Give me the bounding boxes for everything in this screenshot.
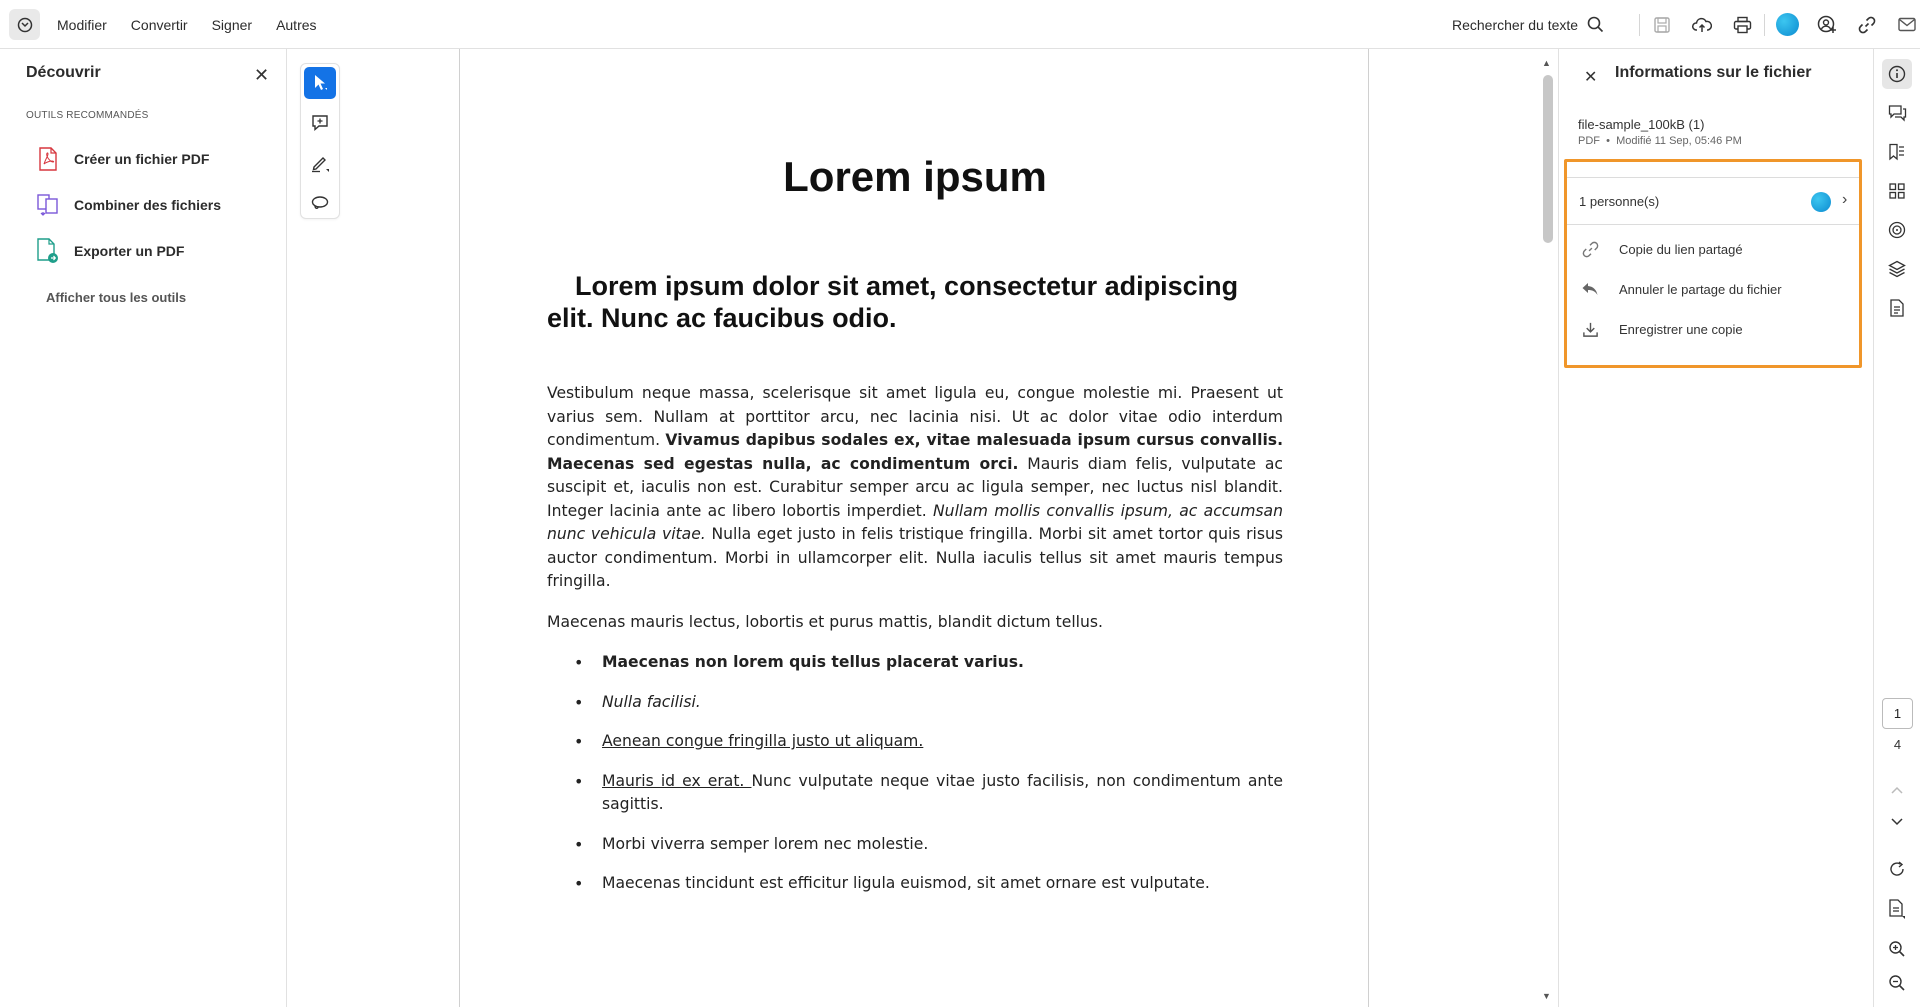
save-button[interactable]: [1642, 5, 1682, 45]
previous-page-button[interactable]: [1882, 775, 1912, 805]
text-run: Vestibulum neque massa, scelerisque sit amet ligula eu, congue molestie mi. Praesent ut varius sem. Nullam at porttitor arcu, nec lacinia nisi. Ut ac dolor vitae odio interdum condimentum.: [547, 384, 1283, 449]
chevron-right-icon: ›: [1842, 191, 1848, 208]
file-type: PDF: [1578, 135, 1600, 147]
document-rail-button[interactable]: [1882, 293, 1912, 323]
action-label: Enregistrer une copie: [1619, 321, 1743, 337]
tool-export-pdf[interactable]: [36, 238, 184, 264]
toolbar-actions: [1637, 0, 1920, 49]
bookmark-icon: [1888, 143, 1906, 161]
thumbnails-rail-button[interactable]: [1882, 176, 1912, 206]
lasso-tool-icon: [310, 194, 330, 212]
grid-icon: [1889, 183, 1905, 199]
list-item: [602, 872, 1283, 896]
save-copy-button[interactable]: [1579, 318, 1743, 340]
user-avatar: [1811, 192, 1831, 212]
menu-modifier[interactable]: Modifier: [57, 16, 107, 33]
action-label: Annuler le partage du fichier: [1619, 281, 1782, 297]
close-icon[interactable]: ✕: [1584, 69, 1598, 86]
comment-tool-icon: [311, 114, 329, 132]
menu-signer[interactable]: Signer: [211, 16, 253, 33]
bookmarks-rail-button[interactable]: [1882, 137, 1912, 167]
show-all-tools-link[interactable]: Afficher tous les outils: [46, 290, 187, 305]
zoom-out-icon: [1888, 974, 1906, 992]
target-icon: [1888, 221, 1906, 239]
bold-text: Maecenas non lorem quis tellus placerat varius.: [602, 653, 1024, 671]
scroll-up-arrow-icon[interactable]: ▲: [1542, 58, 1551, 68]
target-rail-button[interactable]: [1882, 215, 1912, 245]
tool-create-pdf[interactable]: [36, 146, 209, 172]
next-page-button[interactable]: [1882, 807, 1912, 837]
zoom-in-button[interactable]: [1882, 934, 1912, 964]
print-icon: [1733, 16, 1752, 34]
shared-people-row[interactable]: [1567, 177, 1859, 225]
chevron-up-icon: [1890, 785, 1904, 795]
cloud-upload-icon: [1692, 16, 1712, 34]
menu-autres[interactable]: Autres: [276, 16, 317, 33]
lasso-tool-button[interactable]: [304, 187, 336, 219]
zoom-out-button[interactable]: [1882, 968, 1912, 998]
unshare-file-button[interactable]: [1579, 278, 1782, 300]
scroll-down-arrow-icon[interactable]: ▼: [1542, 991, 1551, 1001]
chevron-down-icon: [1890, 817, 1904, 827]
user-avatar-button[interactable]: [1767, 5, 1807, 45]
layers-rail-button[interactable]: [1882, 254, 1912, 284]
draw-tool-icon: [310, 153, 330, 173]
link-button[interactable]: [1847, 5, 1887, 45]
select-tool-icon: [312, 74, 328, 92]
layers-icon: [1888, 260, 1906, 278]
bold-text: Vivamus dapibus sodales ex, vitae malesuada ipsum cursus convallis. Maecenas sed egestas nulla, ac condimentum orci.: [547, 431, 1283, 473]
export-pdf-icon: [36, 238, 60, 264]
discover-panel: [0, 49, 287, 1007]
toolbar-separator: [1764, 14, 1765, 36]
cloud-upload-button[interactable]: [1682, 5, 1722, 45]
sharing-section: [1564, 159, 1862, 368]
mail-button[interactable]: [1887, 5, 1920, 45]
page-display-button[interactable]: [1882, 894, 1912, 924]
text-run: Mauris diam felis, vulputate ac suscipit et, iaculis non est. Curabitur semper arcu ac ligula semper, nec luctus nisl blandit. Integer lacinia ante ac libero lobortis imperdiet.: [547, 454, 1283, 520]
unshare-icon: [1579, 278, 1601, 300]
text-run: Nulla eget justo in felis tristique fringilla. Morbi sit amet tortor quis risus auctor condimentum. Morbi in ullamcorper elit. Nulla iaculis tellus sit amet mauris tempus fringilla.: [547, 525, 1283, 590]
scrollbar-thumb[interactable]: [1543, 75, 1553, 243]
copy-shared-link-button[interactable]: [1579, 238, 1743, 260]
toolbar-separator: [1639, 14, 1640, 36]
search-text-button[interactable]: [1452, 0, 1604, 49]
pdf-page: [459, 49, 1369, 1007]
top-toolbar: [0, 0, 1920, 49]
italic-text: Nulla facilisi.: [602, 692, 701, 711]
user-avatar: [1776, 13, 1799, 36]
document-body: [547, 382, 1283, 912]
share-button[interactable]: [1807, 5, 1847, 45]
text-run: Nunc vulputate neque vitae justo facilisis, non condimentum ante sagittis.: [602, 771, 1284, 813]
shared-people-count: 1 personne(s): [1579, 193, 1660, 209]
comments-rail-button[interactable]: [1882, 98, 1912, 128]
select-tool-button[interactable]: [304, 67, 336, 99]
comment-tool-button[interactable]: [304, 107, 336, 139]
save-icon: [1653, 16, 1671, 34]
text-run: Morbi viverra semper lorem nec molestie.: [602, 834, 929, 853]
search-icon: [1587, 16, 1604, 33]
paragraph-2: Maecenas mauris lectus, lobortis et purus mattis, blandit dictum tellus.: [547, 612, 1103, 631]
share-user-icon: [1817, 15, 1837, 35]
list-item: [602, 770, 1283, 817]
recommended-tools-heading: OUTILS RECOMMANDÉS: [26, 110, 149, 121]
list-item: [602, 730, 1283, 754]
rotate-button[interactable]: [1882, 854, 1912, 884]
home-icon: [17, 17, 33, 33]
download-icon: [1579, 318, 1601, 340]
document-icon: [1889, 299, 1905, 317]
print-button[interactable]: [1722, 5, 1762, 45]
mail-icon: [1898, 17, 1916, 32]
draw-tool-button[interactable]: [304, 147, 336, 179]
search-label: Rechercher du texte: [1452, 16, 1579, 33]
zoom-in-icon: [1888, 940, 1906, 958]
link-icon: [1858, 16, 1876, 34]
total-pages: 4: [1893, 737, 1902, 752]
list-item: [602, 651, 1283, 675]
home-button[interactable]: [9, 9, 40, 40]
document-title: Lorem ipsum: [783, 153, 1047, 200]
comments-icon: [1888, 104, 1907, 122]
link-icon: [1579, 238, 1601, 260]
close-icon[interactable]: ✕: [254, 65, 270, 85]
bullet-list: [602, 651, 1283, 896]
discover-title: Découvrir: [26, 64, 101, 81]
tool-combine-files[interactable]: [36, 192, 221, 218]
file-modified: Modifié 11 Sep, 05:46 PM: [1616, 135, 1742, 147]
action-label: Copie du lien partagé: [1619, 241, 1743, 257]
tool-label: Combiner des fichiers: [74, 197, 222, 213]
underlined-text: Aenean congue fringilla justo ut aliquam.: [602, 732, 924, 750]
file-info-rail-button[interactable]: [1882, 59, 1912, 89]
page-fit-icon: [1888, 899, 1906, 919]
main-menu: [57, 0, 341, 49]
file-name: file-sample_100kB (1): [1578, 117, 1705, 132]
quick-tools-strip: [300, 63, 340, 219]
list-item: [602, 691, 1283, 715]
menu-convertir[interactable]: Convertir: [130, 16, 188, 33]
rotate-icon: [1888, 860, 1906, 878]
italic-text: Nullam mollis convallis ipsum, ac accumsan nunc vehicula vitae.: [547, 501, 1283, 543]
info-panel-title: Informations sur le fichier: [1615, 64, 1812, 81]
paragraph-1: [547, 382, 1283, 594]
underlined-text: Mauris id ex erat.: [602, 771, 752, 790]
create-pdf-icon: [36, 146, 60, 172]
combine-files-icon: [36, 192, 60, 218]
list-item: [602, 833, 1283, 857]
tool-label: Créer un fichier PDF: [74, 151, 210, 167]
current-page-input[interactable]: 1: [1882, 698, 1913, 729]
info-icon: [1888, 65, 1906, 83]
text-run: Maecenas tincidunt est efficitur ligula euismod, sit amet ornare est vulputate.: [602, 874, 1210, 892]
tool-label: Exporter un PDF: [74, 243, 185, 259]
file-info-panel: [1558, 49, 1873, 1007]
file-meta: PDF • Modifié 11 Sep, 05:46 PM: [1578, 135, 1742, 147]
right-rail: [1873, 49, 1920, 1007]
document-subtitle: Lorem ipsum dolor sit amet, consectetur adipiscing elit. Nunc ac faucibus odio.: [547, 271, 1239, 333]
